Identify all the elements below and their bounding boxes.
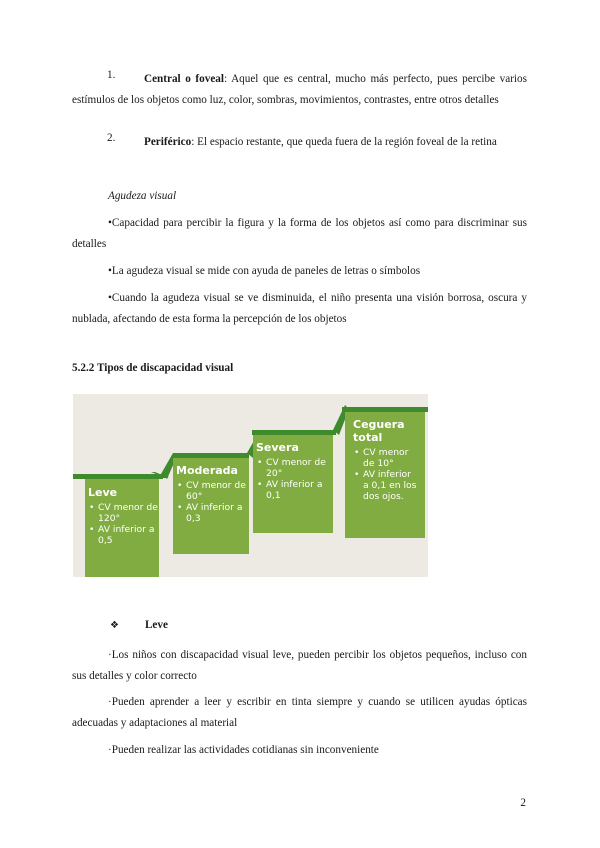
list-number-2: 2. <box>107 132 116 144</box>
step-ceguera-item: • AV inferior a 0,1 en los dos ojos. <box>353 469 419 502</box>
step-severa-title: Severa <box>256 441 299 454</box>
section-heading: 5.2.2 Tipos de discapacidad visual <box>72 362 234 374</box>
step-severa <box>256 441 332 501</box>
page-number: 2 <box>520 797 526 809</box>
agudeza-title: Agudeza visual <box>108 190 177 202</box>
stripe-moderada-bar <box>173 453 249 458</box>
step-leve-item: • AV inferior a 0,5 <box>88 524 158 546</box>
step-moderada <box>176 464 248 524</box>
agudeza-point-3: •Cuando la agudeza visual se ve disminuida, el niño presenta una visión borrosa, oscura y nublada, afectando de esta forma la percepción de los objetos <box>72 292 527 325</box>
list-item-central <box>72 69 527 111</box>
leve-point-3: ·Pueden realizar las actividades cotidianas sin inconveniente <box>108 744 379 756</box>
text-central: : Aquel que es central, mucho más perfecto, pues percibe varios estímulos de los objetos como luz, color, sombras, movimientos, contrastes, entre otros detalles <box>72 73 527 106</box>
leve-title: Leve <box>144 619 168 631</box>
step-moderada-title: Moderada <box>176 464 238 477</box>
agudeza-point-1: •Capacidad para percibir la figura y la forma de los objetos así como para discriminar sus detalles <box>72 217 527 250</box>
step-ceguera-title: Ceguera total <box>353 418 405 444</box>
step-leve-item: • CV menor de 120° <box>88 502 158 524</box>
leve-point-1: ·Los niños con discapacidad visual leve, pueden percibir los objetos pequeños, incluso con sus detalles y color correcto <box>72 649 527 682</box>
vision-types-figure <box>73 394 428 577</box>
stripe-ceguera-bar <box>342 407 428 412</box>
step-moderada-item: • AV inferior a 0,3 <box>176 502 248 524</box>
leve-point-2: ·Pueden aprender a leer y escribir en tinta siempre y cuando se utilicen ayudas ópticas adecuadas y adaptaciones al material <box>72 696 527 729</box>
diamond-bullet-icon: ❖ <box>110 620 119 631</box>
list-item-periferico <box>72 132 527 153</box>
leve-heading <box>110 619 168 631</box>
step-severa-item: • CV menor de 20° <box>256 457 332 479</box>
step-severa-item: • AV inferior a 0,1 <box>256 479 332 501</box>
term-central: Central o foveal <box>144 73 224 85</box>
term-periferico: Periférico <box>144 136 192 148</box>
step-leve <box>88 486 158 546</box>
step-leve-title: Leve <box>88 486 118 499</box>
step-ceguera-item: • CV menor de 10° <box>353 447 419 469</box>
step-moderada-item: • CV menor de 60° <box>176 480 248 502</box>
stripe-leve-bar <box>73 474 163 479</box>
list-number-1: 1. <box>107 69 116 81</box>
stripe-severa-bar <box>252 430 336 435</box>
text-periferico: : El espacio restante, que queda fuera de la región foveal de la retina <box>191 136 497 148</box>
agudeza-point-2: •La agudeza visual se mide con ayuda de paneles de letras o símbolos <box>108 265 421 277</box>
step-ceguera <box>353 418 419 502</box>
